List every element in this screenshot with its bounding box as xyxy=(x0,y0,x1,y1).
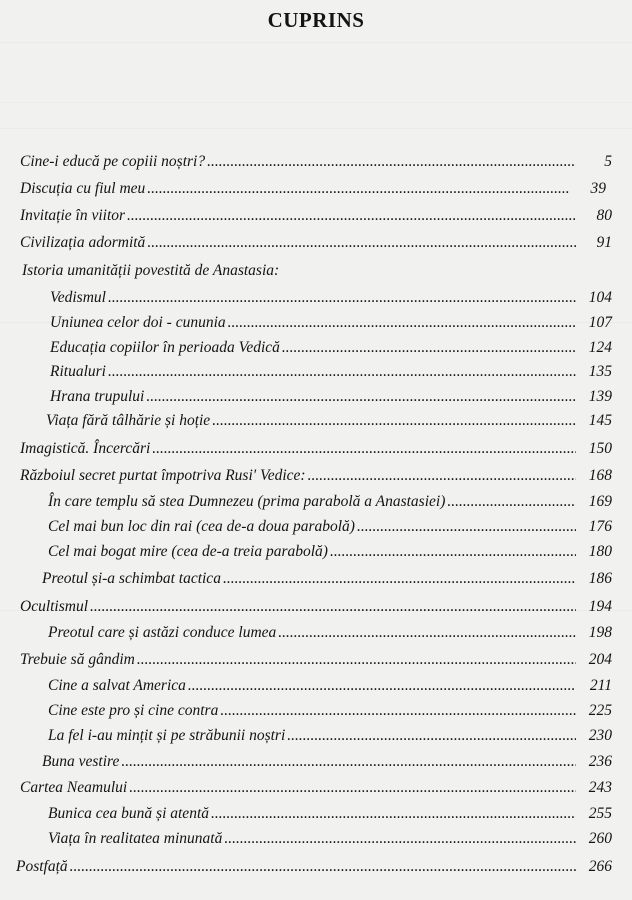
toc-entry xyxy=(20,152,612,172)
toc-entry-title: Preotul care și astăzi conduce lumea xyxy=(48,624,277,641)
toc-entry-title: Postfață xyxy=(16,858,68,875)
toc-entry xyxy=(46,411,612,431)
toc-entry-title: Civilizația adormită xyxy=(20,234,146,251)
toc-entry-title: Cartea Neamului xyxy=(20,779,128,796)
toc-leader-dots xyxy=(137,650,576,670)
toc-entry-title: Imagistică. Încercări xyxy=(20,440,151,457)
toc-leader-dots xyxy=(188,676,576,696)
toc-entry xyxy=(50,338,612,358)
toc-entry xyxy=(50,313,612,333)
toc-leader-dots xyxy=(220,701,576,721)
toc-entry-title: Invitație în viitor xyxy=(20,207,126,224)
toc-leader-dots xyxy=(308,466,576,486)
toc-entry-page: 186 xyxy=(588,570,612,587)
toc-entry xyxy=(48,829,612,849)
toc-entry-page: 176 xyxy=(588,518,612,535)
toc-entry-page: 107 xyxy=(588,314,612,331)
toc-leader-dots xyxy=(228,313,576,333)
toc-entry-page: 5 xyxy=(604,153,612,170)
toc-entry xyxy=(20,233,612,253)
toc-entry-page: 230 xyxy=(588,727,612,744)
toc-entry-page: 91 xyxy=(596,234,612,251)
toc-entry-title: Preotul și-a schimbat tactica xyxy=(42,570,221,587)
toc-entry-page: 266 xyxy=(588,858,612,875)
toc-entry xyxy=(48,676,612,696)
toc-entry-page: 168 xyxy=(588,467,612,484)
toc-entry-page: 139 xyxy=(588,388,612,405)
toc-entry xyxy=(50,288,612,308)
toc-entry xyxy=(48,701,612,721)
toc-entry-title: Ritualuri xyxy=(50,363,106,380)
toc-entry-title: Buna vestire xyxy=(42,753,120,770)
toc-entry xyxy=(48,804,612,824)
toc-leader-dots xyxy=(147,179,570,199)
toc-entry-page: 104 xyxy=(588,289,612,306)
toc-leader-dots xyxy=(357,517,576,537)
toc-entry xyxy=(20,466,612,486)
toc-entry xyxy=(20,206,612,226)
toc-entry-title: Cel mai bogat mire (cea de-a treia parabolă) xyxy=(48,543,328,560)
toc-entry-title: Viața fără tâlhărie și hoție xyxy=(46,412,211,429)
toc-leader-dots xyxy=(121,752,576,772)
toc-leader-dots xyxy=(224,829,576,849)
toc-entry-page: 198 xyxy=(588,624,612,641)
toc-entry xyxy=(42,752,612,772)
toc-entry-page: 124 xyxy=(588,339,612,356)
toc-entry-page: 211 xyxy=(589,677,612,694)
toc-entry-page: 135 xyxy=(588,363,612,380)
toc-leader-dots xyxy=(287,726,576,746)
toc-entry-page: 204 xyxy=(588,651,612,668)
toc-entry xyxy=(48,726,612,746)
toc-entry-page: 194 xyxy=(588,598,612,615)
toc-entry xyxy=(20,650,612,670)
toc-entry-title: Cine este pro și cine contra xyxy=(48,702,219,719)
toc-entry-title: Educația copiilor în perioada Vedică xyxy=(50,339,280,356)
toc-section-heading xyxy=(22,261,422,281)
toc-entry xyxy=(50,362,612,382)
toc-entry xyxy=(48,623,612,643)
toc-entry-title: Cine a salvat America xyxy=(48,677,186,694)
toc-entry-page: 39 xyxy=(590,180,606,197)
toc-entry-page: 145 xyxy=(588,412,612,429)
toc-entry xyxy=(16,857,612,877)
toc-entry xyxy=(50,387,612,407)
toc-entry-title: Discuția cu fiul meu xyxy=(20,180,146,197)
toc-entry-page: 80 xyxy=(596,207,612,224)
toc-leader-dots xyxy=(278,623,576,643)
toc-entry-title: Cine-i educă pe copiii noștri? xyxy=(20,153,206,170)
toc-entry-title: Vedismul xyxy=(50,289,106,306)
toc-entry-page: 169 xyxy=(588,493,612,510)
toc-entry-page: 225 xyxy=(588,702,612,719)
toc-leader-dots xyxy=(330,542,576,562)
toc-entry xyxy=(42,569,612,589)
toc-entry-title: Ocultismul xyxy=(20,598,89,615)
toc-leader-dots xyxy=(108,288,576,308)
toc-entry-title: Bunica cea bună și atentă xyxy=(48,805,209,822)
toc-entry-title: În care templu să stea Dumnezeu (prima parabolă a Anastasiei) xyxy=(48,493,446,510)
toc-entry-title: Uniunea celor doi - cununia xyxy=(50,314,226,331)
toc-leader-dots xyxy=(127,206,576,226)
toc-entry xyxy=(48,492,612,512)
toc-entry-page: 236 xyxy=(588,753,612,770)
toc-leader-dots xyxy=(152,439,576,459)
toc-entry xyxy=(20,439,612,459)
toc-entry-title: Viața în realitatea minunată xyxy=(48,830,223,847)
toc-leader-dots xyxy=(223,569,576,589)
toc-entry-page: 260 xyxy=(588,830,612,847)
toc-entry-page: 150 xyxy=(588,440,612,457)
toc-leader-dots xyxy=(211,804,576,824)
toc-leader-dots xyxy=(447,492,576,512)
toc-entry-page: 243 xyxy=(588,779,612,796)
page-title: CUPRINS xyxy=(267,8,365,32)
toc-leader-dots xyxy=(207,152,576,172)
toc-entry-title: Trebuie să gândim xyxy=(20,651,135,668)
toc-entry-page: 180 xyxy=(588,543,612,560)
toc-leader-dots xyxy=(108,362,576,382)
toc-entry-title: La fel i-au mințit și pe străbunii noștri xyxy=(48,727,286,744)
toc-entry xyxy=(20,778,612,798)
toc-leader-dots xyxy=(147,233,576,253)
toc-entry-title: Hrana trupului xyxy=(50,388,145,405)
toc-entry xyxy=(20,597,612,617)
toc-entry-title: Istoria umanității povestită de Anastasia: xyxy=(22,262,280,279)
toc-entry xyxy=(48,517,612,537)
toc-leader-dots xyxy=(90,597,576,617)
toc-leader-dots xyxy=(212,411,576,431)
toc-entry-page: 255 xyxy=(588,805,612,822)
toc-leader-dots xyxy=(129,778,576,798)
toc-leader-dots xyxy=(146,387,576,407)
toc-entry xyxy=(48,542,612,562)
toc-leader-dots xyxy=(282,338,576,358)
toc-entry xyxy=(20,179,606,199)
toc-entry-title: Războiul secret purtat împotriva Rusi' Vedice: xyxy=(20,467,306,484)
toc-entry-title: Cel mai bun loc din rai (cea de-a doua parabolă) xyxy=(48,518,355,535)
toc-leader-dots xyxy=(70,857,576,877)
